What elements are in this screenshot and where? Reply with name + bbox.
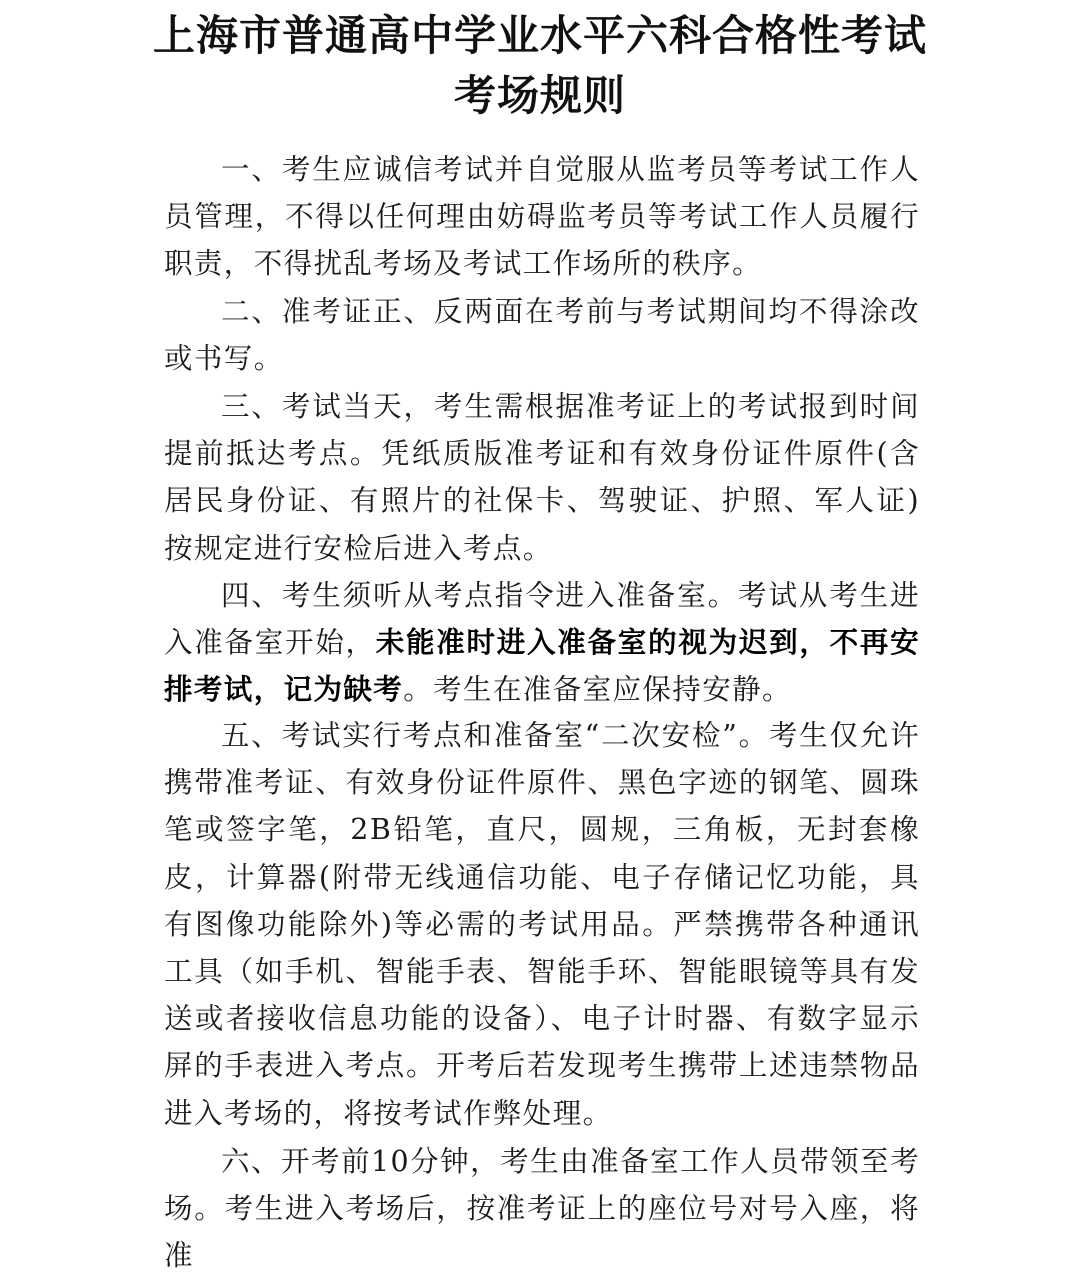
rule-paragraph-4 bbox=[164, 572, 920, 714]
rule-4-text-start: 四、考生须听从考点指令进入准备室。考试从考生进入准备室开始， bbox=[164, 579, 920, 660]
document-subtitle: 考场规则 bbox=[453, 71, 626, 120]
rule-paragraph-1: 一、考生应诚信考试并自觉服从监考员等考试工作人员管理，不得以任何理由妨碍监考员等考试工作人员履行职责，不得扰乱考场及考试工作场所的秩序。 bbox=[164, 153, 920, 281]
document-title: 上海市普通高中学业水平六科合格性考试 bbox=[152, 11, 927, 60]
rule-paragraph-5: 五、考试实行考点和准备室“二次安检”。考生仅允许携带准考证、有效身份证件原件、黑色字迹的钢笔、圆珠笔或签字笔，2B铅笔，直尺，圆规，三角板，无封套橡皮，计算器(附带无线通信功能、电子存储记忆功能，具有图像功能除外)等必需的考试用品。严禁携带各种通讯工具（如手机、智能手表、智能手环、智能眼镜等具有发送或者接收信息功能的设备）、电子计时器、有数字显示屏的手表进入考点。开考后若发现考生携带上述违禁物品进入考场的，将按考试作弊处理。 bbox=[164, 719, 920, 1130]
rule-paragraph-3: 三、考试当天，考生需根据准考证上的考试报到时间提前抵达考点。凭纸质版准考证和有效身份证件原件(含居民身份证、有照片的社保卡、驾驶证、护照、军人证)按规定进行安检后进入考点。 bbox=[164, 390, 920, 565]
rule-4-bold-emphasis: 未能准时进入准备室的视为迟到，不再安排考试，记为缺考 bbox=[164, 625, 920, 707]
rule-4-text-end: 。考生在准备室应保持安静。 bbox=[403, 673, 792, 707]
rule-paragraph-6: 六、开考前10分钟，考生由准备室工作人员带领至考场。考生进入考场后，按准考证上的座位号对号入座，将准 bbox=[164, 1145, 920, 1273]
rule-paragraph-2: 二、准考证正、反两面在考前与考试期间均不得涂改或书写。 bbox=[164, 295, 920, 376]
